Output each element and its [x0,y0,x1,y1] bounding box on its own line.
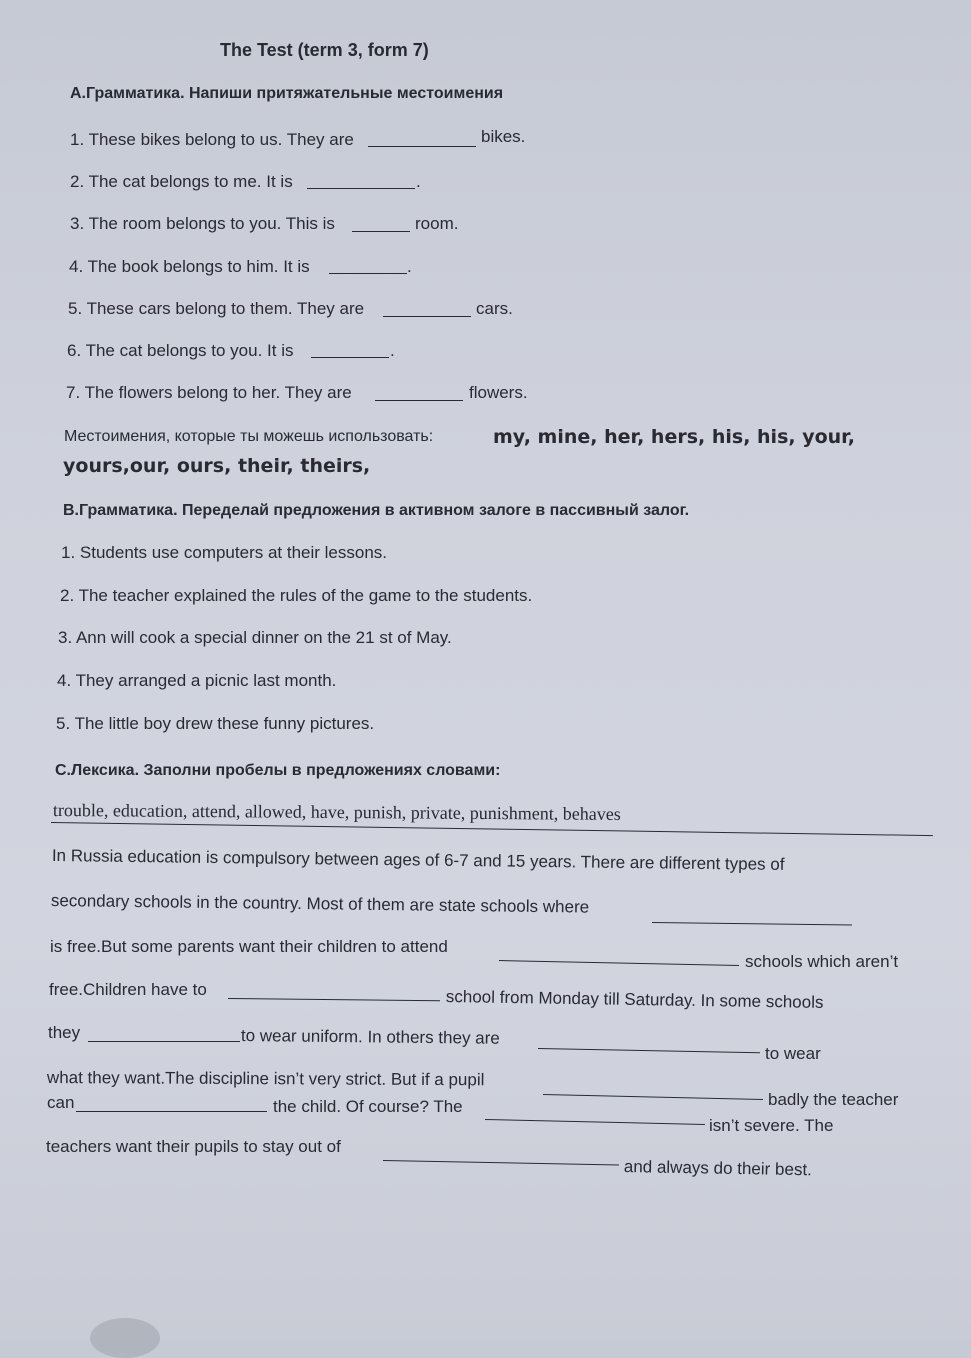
text-blank[interactable] [652,922,852,925]
pronouns-intro: Местоимения, которые ты можешь использовать: [64,428,434,445]
exercise-b-item: 1. Students use computers at their lessons. [61,543,388,562]
section-a-heading: А.Грамматика. Напиши притяжательные местоимения [70,85,504,102]
page-title: The Test (term 3, form 7) [220,40,429,60]
answer-blank[interactable] [368,146,476,147]
exercise-a-item: 1. These bikes belong to us. They are [70,130,354,149]
word-bank-underline [51,822,933,836]
exercise-b-item: 3. Ann will cook a special dinner on the 21 st of May. [58,628,452,647]
text-line: In Russia education is compulsory between ages of 6-7 and 15 years. There are different types of [51,846,785,874]
text-blank[interactable] [485,1119,705,1125]
pronouns-list-line1: my, mine, her, hers, his, his, your, [493,426,855,448]
text-line: isn’t severe. The [709,1116,834,1135]
text-blank[interactable] [76,1111,267,1112]
text-line: and always do their best. [623,1157,813,1180]
exercise-a-item: 4. The book belongs to him. It is [69,257,310,276]
text-blank[interactable] [88,1041,240,1042]
text-line: secondary schools in the country. Most of them are state schools where [50,891,590,917]
text-line: to wear uniform. In others they are [240,1026,500,1048]
text-blank[interactable] [228,998,440,1001]
word-bank: trouble, education, attend, allowed, have, punish, private, punishment, behaves [52,800,621,824]
text-line: schools which aren’t [745,952,899,971]
pronouns-list-line2: yours,our, ours, their, theirs, [63,455,371,477]
exercise-a-item-end: room. [415,214,459,233]
text-line: teachers want their pupils to stay out of [46,1137,341,1156]
text-line: they [48,1023,81,1042]
text-line: what they want.The discipline isn’t very strict. But if a pupil [46,1068,485,1090]
answer-blank[interactable] [383,316,471,317]
section-b-heading: В.Грамматика. Переделай предложения в активном залоге в пассивный залог. [63,502,690,519]
exercise-a-item: 2. The cat belongs to me. It is [70,172,293,191]
answer-blank[interactable] [307,188,415,189]
text-blank[interactable] [499,960,739,966]
exercise-a-item-end: bikes. [481,127,526,146]
section-c-heading: С.Лексика. Заполни пробелы в предложениях словами: [55,762,501,779]
text-line: free.Children have to [49,980,207,999]
exercise-b-item: 5. The little boy drew these funny pictures. [56,714,375,733]
finger-shadow [90,1318,160,1358]
exercise-a-item-end: . [407,257,412,276]
exercise-a-item-end: . [390,341,395,360]
answer-blank[interactable] [311,357,389,358]
exercise-a-item: 6. The cat belongs to you. It is [67,341,294,360]
exercise-a-item-end: cars. [476,299,513,318]
text-blank[interactable] [543,1094,763,1100]
text-blank[interactable] [383,1160,619,1166]
answer-blank[interactable] [375,400,463,401]
exercise-a-item: 3. The room belongs to you. This is [70,214,335,233]
text-line: can [47,1093,75,1112]
text-blank[interactable] [538,1048,760,1053]
exercise-a-item: 7. The flowers belong to her. They are [66,383,352,402]
exercise-b-item: 4. They arranged a picnic last month. [57,671,337,690]
exercise-a-item-end: flowers. [469,383,528,402]
exercise-a-item-end: . [416,172,421,191]
text-line: to wear [765,1044,821,1063]
text-line: the child. Of course? The [273,1097,463,1116]
answer-blank[interactable] [352,231,410,232]
answer-blank[interactable] [329,273,407,274]
text-line: is free.But some parents want their children to attend [50,937,448,956]
text-line: school from Monday till Saturday. In some schools [445,987,824,1012]
exercise-a-item: 5. These cars belong to them. They are [68,299,365,318]
text-line: badly the teacher [768,1090,899,1109]
exercise-b-item: 2. The teacher explained the rules of the game to the students. [60,586,533,605]
